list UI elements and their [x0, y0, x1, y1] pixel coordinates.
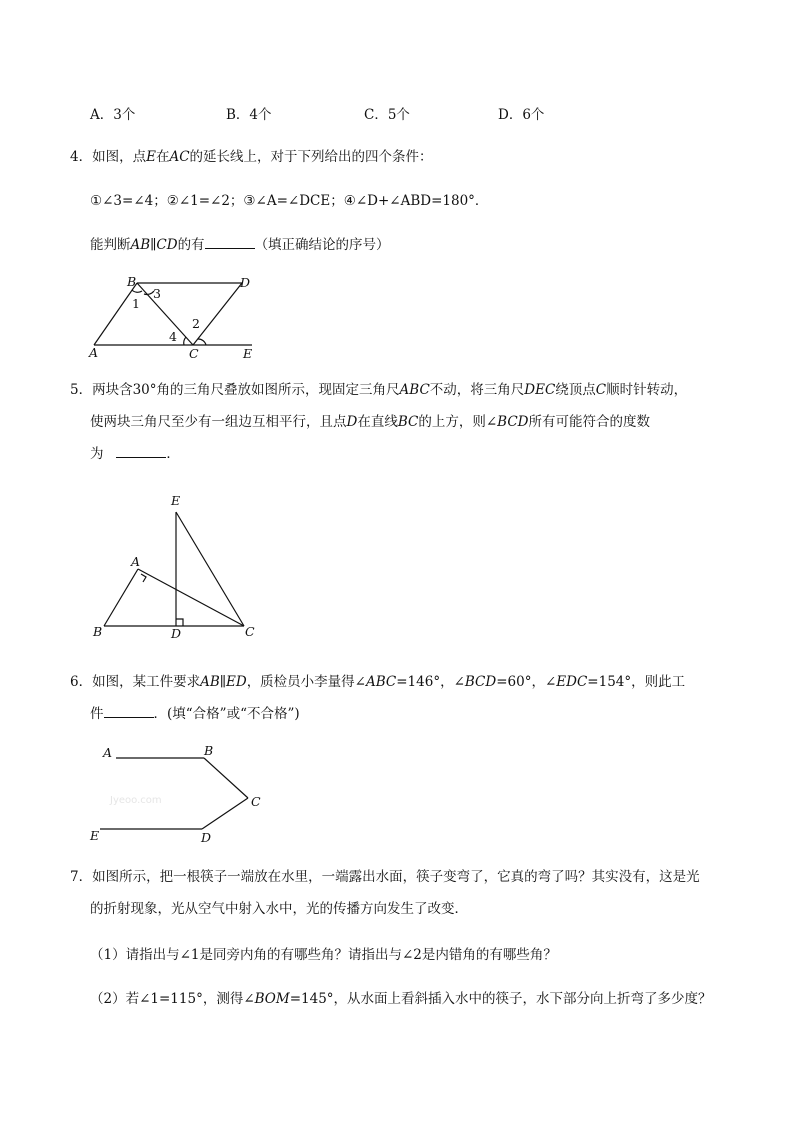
- q7-sub-1: （1）请指出与∠1是同旁内角的有哪些角？请指出与∠2是内错角的有哪些角？: [90, 947, 557, 963]
- q5-label-d: D: [171, 626, 182, 641]
- q7-line-2: 的折射现象，光从空气中射入水中，光的传播方向发生了改变．: [90, 901, 468, 917]
- q6-line-2: 件 ．(填“合格”或“不合格”): [90, 706, 300, 722]
- q6-label-c: C: [251, 794, 261, 809]
- q7-line-1: 7．如图所示，把一根筷子一端放在水里，一端露出水面，筷子变弯了，它真的弯了吗？其实没有，这是光: [70, 869, 700, 885]
- q7-sub-2: （2）若∠1=115°，测得∠BOM=145°，从水面上看斜插入水中的筷子，水下部分向上折弯了多少度？: [90, 991, 712, 1007]
- q6-label-e: E: [90, 828, 100, 843]
- q5-label-b: B: [93, 624, 103, 639]
- q4-label-a: A: [89, 345, 99, 360]
- q7-number: 7．: [70, 869, 93, 885]
- q4-angle-4: 4: [169, 329, 177, 344]
- q6-watermark: Jyeoo.com: [110, 795, 162, 806]
- q5-line-1: 5．两块含30°角的三角尺叠放如图所示，现固定三角尺ABC不动，将三角尺DEC绕顶点C顺时针转动，: [70, 382, 688, 398]
- option-b: B．4个: [226, 107, 272, 123]
- q4-label-c: C: [189, 346, 199, 361]
- q6-number: 6．: [70, 674, 93, 690]
- q4-angle-3: 3: [153, 286, 161, 301]
- q6-label-a: A: [103, 745, 113, 760]
- option-d: D．6个: [498, 107, 545, 123]
- q4-label-b: B: [127, 274, 137, 289]
- q4-label-e: E: [243, 346, 253, 361]
- q4-label-d: D: [240, 275, 251, 290]
- q5-number: 5．: [70, 382, 93, 398]
- q6-label-d: D: [201, 830, 212, 845]
- q4-stem: 4．如图，点E在AC的延长线上，对于下列给出的四个条件：: [70, 149, 433, 165]
- q4-number: 4．: [70, 149, 93, 165]
- q5-label-e: E: [171, 493, 181, 508]
- option-c: C．5个: [364, 107, 410, 123]
- q4-angle-2: 2: [192, 316, 200, 331]
- q4-conditions: ①∠3=∠4；②∠1=∠2；③∠A=∠DCE；④∠D+∠ABD=180°．: [90, 193, 489, 209]
- q5-label-c: C: [245, 624, 255, 639]
- q4-question: 能判断AB∥CD的有 （填正确结论的序号）: [90, 237, 390, 253]
- q6-label-b: B: [204, 743, 214, 758]
- q4-angle-1: 1: [132, 296, 140, 311]
- q6-line-1: 6．如图，某工件要求AB∥ED，质检员小李量得∠ABC=146°，∠BCD=60°，∠EDC=154°，则此工: [70, 674, 686, 690]
- option-a: A．3个: [90, 107, 136, 123]
- q5-line-3: 为 ．: [90, 446, 180, 462]
- q5-label-a: A: [131, 554, 141, 569]
- q5-line-2: 使两块三角尺至少有一组边互相平行，且点D在直线BC的上方，则∠BCD所有可能符合的度数: [90, 414, 650, 430]
